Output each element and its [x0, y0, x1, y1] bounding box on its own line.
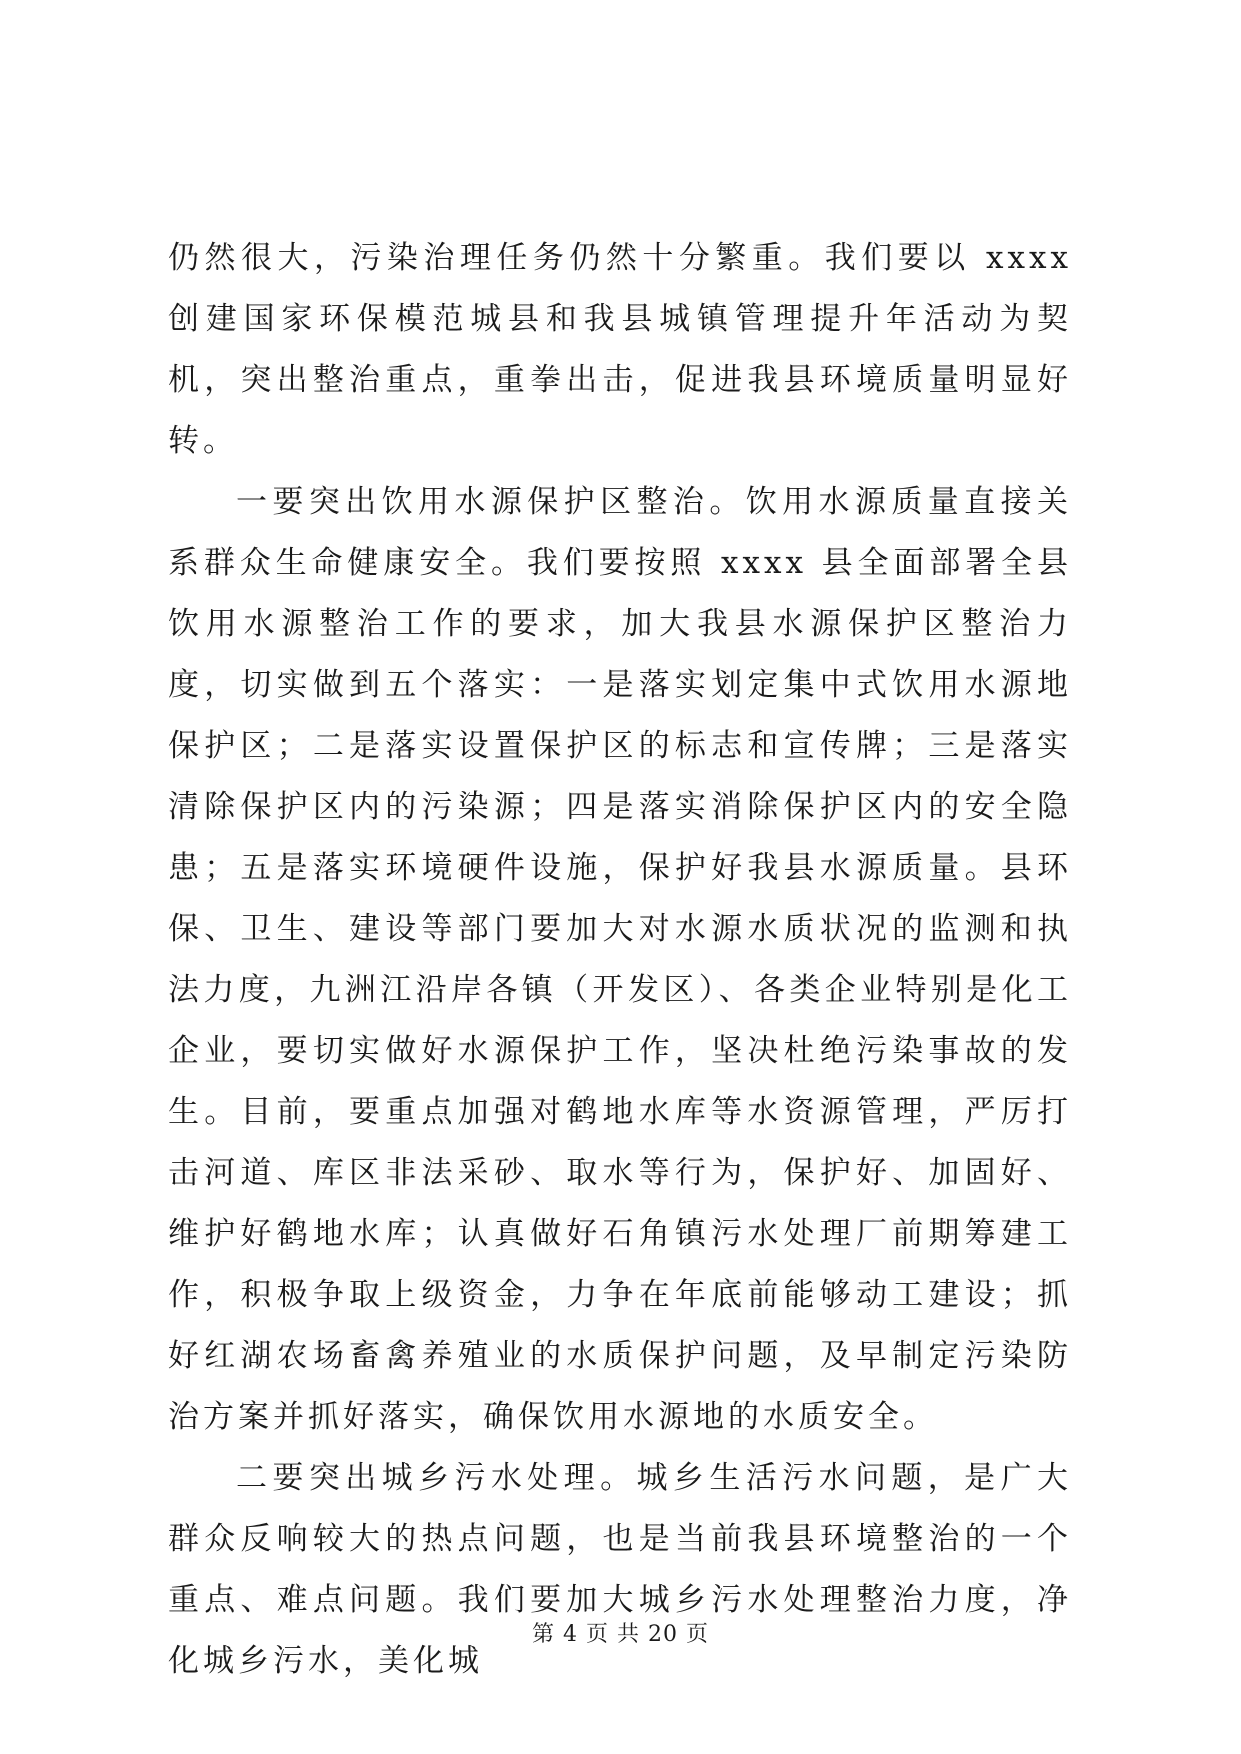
- paragraph-continuation: 仍然很大，污染治理任务仍然十分繁重。我们要以 xxxx 创建国家环保模范城县和我县城镇管理提升年活动为契机，突出整治重点，重拳出击，促进我县环境质量明显好转。: [168, 240, 1072, 459]
- paragraph-sewage-treatment: 二要突出城乡污水处理。城乡生活污水问题，是广大群众反响较大的热点问题，也是当前我县环境整治的一个重点、难点问题。我们要加大城乡污水处理整治力度，净化城乡污水，美化城: [168, 1460, 1072, 1679]
- document-body: [168, 228, 1072, 1692]
- paragraph-water-source-protection: 一要突出饮用水源保护区整治。饮用水源质量直接关系群众生命健康安全。我们要按照 xxxx 县全面部署全县饮用水源整治工作的要求，加大我县水源保护区整治力度，切实做到五个落实：一是落实划定集中式饮用水源地保护区；二是落实设置保护区的标志和宣传牌；三是落实清除保护区内的污染源；四是落实消除保护区内的安全隐患；五是落实环境硬件设施，保护好我县水源质量。县环保、卫生、建设等部门要加大对水源水质状况的监测和执法力度，九洲江沿岸各镇（开发区）、各类企业特别是化工企业，要切实做好水源保护工作，坚决杜绝污染事故的发生。目前，要重点加强对鹤地水库等水资源管理，严厉打击河道、库区非法采砂、取水等行为，保护好、加固好、维护好鹤地水库；认真做好石角镇污水处理厂前期筹建工作，积极争取上级资金，力争在年底前能够动工建设；抓好红湖农场畜禽养殖业的水质保护问题，及早制定污染防治方案并抓好落实，确保饮用水源地的水质安全。: [168, 484, 1072, 1435]
- page-footer: 第 4 页 共 20 页: [532, 1622, 709, 1647]
